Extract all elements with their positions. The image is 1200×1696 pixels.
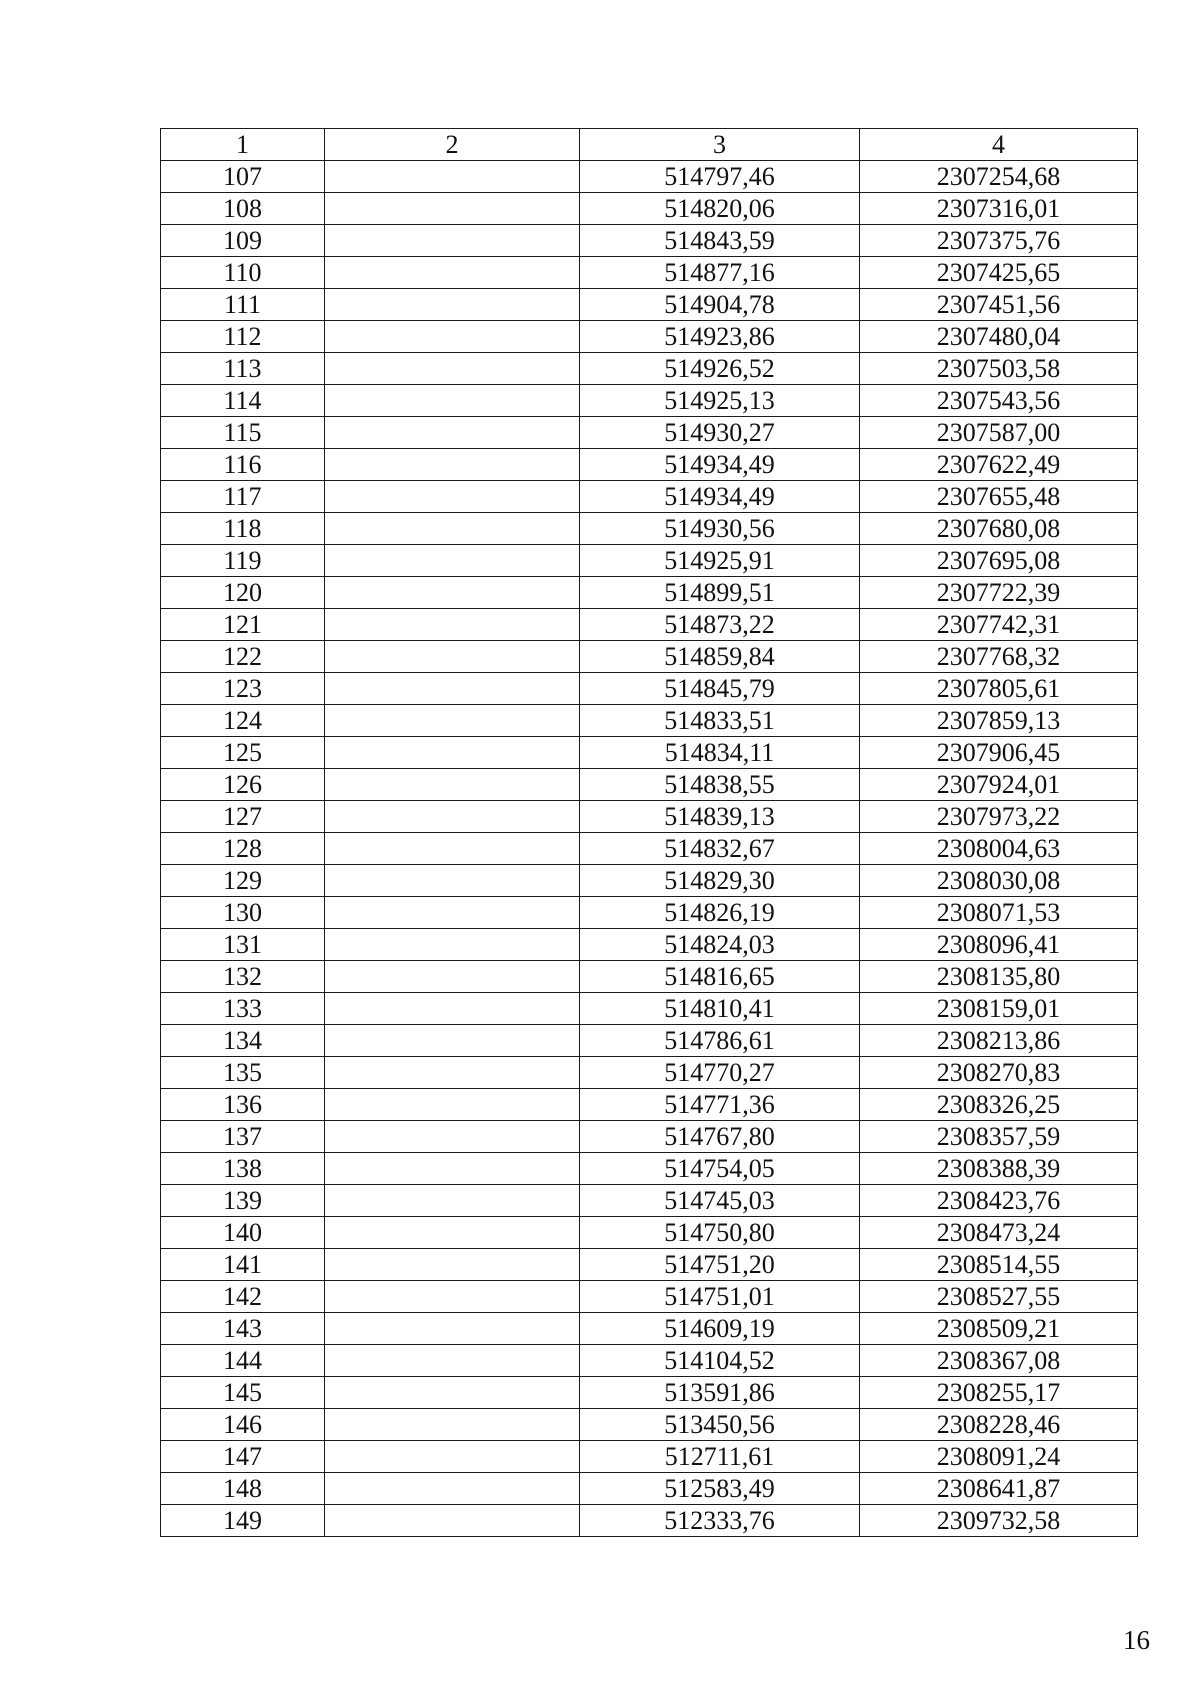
x-coordinate-cell: 514838,55 xyxy=(580,769,860,801)
point-number-cell: 117 xyxy=(161,481,325,513)
y-coordinate-cell: 2308228,46 xyxy=(860,1409,1138,1441)
y-coordinate-cell: 2307680,08 xyxy=(860,513,1138,545)
point-number-cell: 135 xyxy=(161,1057,325,1089)
point-number-cell: 107 xyxy=(161,161,325,193)
description-cell xyxy=(325,1409,580,1441)
x-coordinate-cell: 514934,49 xyxy=(580,481,860,513)
table-row xyxy=(161,705,1138,737)
description-cell xyxy=(325,385,580,417)
table-row xyxy=(161,1441,1138,1473)
y-coordinate-cell: 2307655,48 xyxy=(860,481,1138,513)
description-cell xyxy=(325,1473,580,1505)
y-coordinate-cell: 2308071,53 xyxy=(860,897,1138,929)
column-header-1: 1 xyxy=(161,129,325,161)
point-number-cell: 120 xyxy=(161,577,325,609)
x-coordinate-cell: 514754,05 xyxy=(580,1153,860,1185)
page-number: 16 xyxy=(1123,1625,1150,1655)
table-row xyxy=(161,1281,1138,1313)
x-coordinate-cell: 514904,78 xyxy=(580,289,860,321)
y-coordinate-cell: 2307254,68 xyxy=(860,161,1138,193)
table-row xyxy=(161,1313,1138,1345)
table-row xyxy=(161,321,1138,353)
x-coordinate-cell: 514839,13 xyxy=(580,801,860,833)
y-coordinate-cell: 2308255,17 xyxy=(860,1377,1138,1409)
description-cell xyxy=(325,353,580,385)
y-coordinate-cell: 2307924,01 xyxy=(860,769,1138,801)
point-number-cell: 146 xyxy=(161,1409,325,1441)
point-number-cell: 143 xyxy=(161,1313,325,1345)
x-coordinate-cell: 514810,41 xyxy=(580,993,860,1025)
description-cell xyxy=(325,1153,580,1185)
y-coordinate-cell: 2307425,65 xyxy=(860,257,1138,289)
description-cell xyxy=(325,737,580,769)
point-number-cell: 139 xyxy=(161,1185,325,1217)
point-number-cell: 124 xyxy=(161,705,325,737)
description-cell xyxy=(325,481,580,513)
point-number-cell: 130 xyxy=(161,897,325,929)
table-row xyxy=(161,993,1138,1025)
x-coordinate-cell: 514750,80 xyxy=(580,1217,860,1249)
description-cell xyxy=(325,673,580,705)
x-coordinate-cell: 514745,03 xyxy=(580,1185,860,1217)
table-row xyxy=(161,1473,1138,1505)
x-coordinate-cell: 514930,56 xyxy=(580,513,860,545)
table-row xyxy=(161,833,1138,865)
point-number-cell: 115 xyxy=(161,417,325,449)
x-coordinate-cell: 513591,86 xyxy=(580,1377,860,1409)
point-number-cell: 136 xyxy=(161,1089,325,1121)
y-coordinate-cell: 2308509,21 xyxy=(860,1313,1138,1345)
y-coordinate-cell: 2308091,24 xyxy=(860,1441,1138,1473)
x-coordinate-cell: 514609,19 xyxy=(580,1313,860,1345)
x-coordinate-cell: 514104,52 xyxy=(580,1345,860,1377)
y-coordinate-cell: 2307480,04 xyxy=(860,321,1138,353)
description-cell xyxy=(325,257,580,289)
table-row xyxy=(161,289,1138,321)
point-number-cell: 108 xyxy=(161,193,325,225)
description-cell xyxy=(325,1025,580,1057)
table-row xyxy=(161,929,1138,961)
y-coordinate-cell: 2307859,13 xyxy=(860,705,1138,737)
table-row xyxy=(161,1121,1138,1153)
x-coordinate-cell: 514829,30 xyxy=(580,865,860,897)
y-coordinate-cell: 2308514,55 xyxy=(860,1249,1138,1281)
description-cell xyxy=(325,545,580,577)
x-coordinate-cell: 514859,84 xyxy=(580,641,860,673)
point-number-cell: 134 xyxy=(161,1025,325,1057)
table-row xyxy=(161,737,1138,769)
description-cell xyxy=(325,865,580,897)
y-coordinate-cell: 2308004,63 xyxy=(860,833,1138,865)
table-row xyxy=(161,577,1138,609)
table-row xyxy=(161,801,1138,833)
table-row xyxy=(161,1249,1138,1281)
y-coordinate-cell: 2307906,45 xyxy=(860,737,1138,769)
y-coordinate-cell: 2308357,59 xyxy=(860,1121,1138,1153)
description-cell xyxy=(325,193,580,225)
x-coordinate-cell: 513450,56 xyxy=(580,1409,860,1441)
x-coordinate-cell: 514751,20 xyxy=(580,1249,860,1281)
table-row xyxy=(161,1089,1138,1121)
description-cell xyxy=(325,161,580,193)
description-cell xyxy=(325,513,580,545)
x-coordinate-cell: 514786,61 xyxy=(580,1025,860,1057)
y-coordinate-cell: 2308159,01 xyxy=(860,993,1138,1025)
point-number-cell: 114 xyxy=(161,385,325,417)
point-number-cell: 144 xyxy=(161,1345,325,1377)
point-number-cell: 110 xyxy=(161,257,325,289)
y-coordinate-cell: 2308367,08 xyxy=(860,1345,1138,1377)
description-cell xyxy=(325,577,580,609)
y-coordinate-cell: 2308423,76 xyxy=(860,1185,1138,1217)
y-coordinate-cell: 2307742,31 xyxy=(860,609,1138,641)
table-row xyxy=(161,865,1138,897)
point-number-cell: 137 xyxy=(161,1121,325,1153)
table-row xyxy=(161,481,1138,513)
point-number-cell: 121 xyxy=(161,609,325,641)
table-header-row xyxy=(161,129,1138,161)
point-number-cell: 133 xyxy=(161,993,325,1025)
description-cell xyxy=(325,1185,580,1217)
table-row xyxy=(161,353,1138,385)
description-cell xyxy=(325,993,580,1025)
description-cell xyxy=(325,1217,580,1249)
y-coordinate-cell: 2307622,49 xyxy=(860,449,1138,481)
table-row xyxy=(161,545,1138,577)
point-number-cell: 122 xyxy=(161,641,325,673)
table-row xyxy=(161,1345,1138,1377)
y-coordinate-cell: 2307805,61 xyxy=(860,673,1138,705)
y-coordinate-cell: 2308030,08 xyxy=(860,865,1138,897)
table-body xyxy=(161,161,1138,1537)
y-coordinate-cell: 2307587,00 xyxy=(860,417,1138,449)
column-header-4: 4 xyxy=(860,129,1138,161)
table-row xyxy=(161,385,1138,417)
x-coordinate-cell: 514832,67 xyxy=(580,833,860,865)
point-number-cell: 126 xyxy=(161,769,325,801)
description-cell xyxy=(325,1089,580,1121)
description-cell xyxy=(325,1121,580,1153)
coordinates-table xyxy=(160,128,1138,1537)
x-coordinate-cell: 514751,01 xyxy=(580,1281,860,1313)
x-coordinate-cell: 514833,51 xyxy=(580,705,860,737)
x-coordinate-cell: 514877,16 xyxy=(580,257,860,289)
table-row xyxy=(161,417,1138,449)
point-number-cell: 147 xyxy=(161,1441,325,1473)
y-coordinate-cell: 2307503,58 xyxy=(860,353,1138,385)
x-coordinate-cell: 514845,79 xyxy=(580,673,860,705)
table-row xyxy=(161,1217,1138,1249)
x-coordinate-cell: 514826,19 xyxy=(580,897,860,929)
description-cell xyxy=(325,1377,580,1409)
y-coordinate-cell: 2308270,83 xyxy=(860,1057,1138,1089)
description-cell xyxy=(325,609,580,641)
y-coordinate-cell: 2308096,41 xyxy=(860,929,1138,961)
description-cell xyxy=(325,1057,580,1089)
table-row xyxy=(161,1377,1138,1409)
point-number-cell: 116 xyxy=(161,449,325,481)
description-cell xyxy=(325,897,580,929)
point-number-cell: 119 xyxy=(161,545,325,577)
table-row xyxy=(161,1153,1138,1185)
table-row xyxy=(161,897,1138,929)
table-row xyxy=(161,1057,1138,1089)
y-coordinate-cell: 2308326,25 xyxy=(860,1089,1138,1121)
table-row xyxy=(161,193,1138,225)
x-coordinate-cell: 514834,11 xyxy=(580,737,860,769)
y-coordinate-cell: 2308527,55 xyxy=(860,1281,1138,1313)
table-row xyxy=(161,1409,1138,1441)
point-number-cell: 128 xyxy=(161,833,325,865)
x-coordinate-cell: 514925,91 xyxy=(580,545,860,577)
description-cell xyxy=(325,1313,580,1345)
x-coordinate-cell: 514923,86 xyxy=(580,321,860,353)
description-cell xyxy=(325,961,580,993)
x-coordinate-cell: 514824,03 xyxy=(580,929,860,961)
x-coordinate-cell: 512711,61 xyxy=(580,1441,860,1473)
description-cell xyxy=(325,289,580,321)
y-coordinate-cell: 2307316,01 xyxy=(860,193,1138,225)
table-row xyxy=(161,1185,1138,1217)
point-number-cell: 123 xyxy=(161,673,325,705)
point-number-cell: 118 xyxy=(161,513,325,545)
table-row xyxy=(161,961,1138,993)
description-cell xyxy=(325,801,580,833)
description-cell xyxy=(325,833,580,865)
y-coordinate-cell: 2308135,80 xyxy=(860,961,1138,993)
x-coordinate-cell: 514770,27 xyxy=(580,1057,860,1089)
column-header-3: 3 xyxy=(580,129,860,161)
x-coordinate-cell: 514873,22 xyxy=(580,609,860,641)
x-coordinate-cell: 512583,49 xyxy=(580,1473,860,1505)
x-coordinate-cell: 514925,13 xyxy=(580,385,860,417)
table-row xyxy=(161,257,1138,289)
description-cell xyxy=(325,769,580,801)
description-cell xyxy=(325,929,580,961)
point-number-cell: 131 xyxy=(161,929,325,961)
description-cell xyxy=(325,321,580,353)
table-row xyxy=(161,225,1138,257)
point-number-cell: 140 xyxy=(161,1217,325,1249)
table-row xyxy=(161,769,1138,801)
y-coordinate-cell: 2308473,24 xyxy=(860,1217,1138,1249)
y-coordinate-cell: 2307722,39 xyxy=(860,577,1138,609)
x-coordinate-cell: 512333,76 xyxy=(580,1505,860,1537)
y-coordinate-cell: 2307695,08 xyxy=(860,545,1138,577)
table-row xyxy=(161,161,1138,193)
y-coordinate-cell: 2307375,76 xyxy=(860,225,1138,257)
point-number-cell: 149 xyxy=(161,1505,325,1537)
table-row xyxy=(161,609,1138,641)
y-coordinate-cell: 2307451,56 xyxy=(860,289,1138,321)
x-coordinate-cell: 514771,36 xyxy=(580,1089,860,1121)
table-row xyxy=(161,1505,1138,1537)
y-coordinate-cell: 2307973,22 xyxy=(860,801,1138,833)
y-coordinate-cell: 2308213,86 xyxy=(860,1025,1138,1057)
description-cell xyxy=(325,417,580,449)
description-cell xyxy=(325,1249,580,1281)
description-cell xyxy=(325,225,580,257)
point-number-cell: 111 xyxy=(161,289,325,321)
description-cell xyxy=(325,1345,580,1377)
point-number-cell: 125 xyxy=(161,737,325,769)
x-coordinate-cell: 514843,59 xyxy=(580,225,860,257)
x-coordinate-cell: 514816,65 xyxy=(580,961,860,993)
x-coordinate-cell: 514934,49 xyxy=(580,449,860,481)
table-row xyxy=(161,673,1138,705)
point-number-cell: 148 xyxy=(161,1473,325,1505)
point-number-cell: 141 xyxy=(161,1249,325,1281)
x-coordinate-cell: 514899,51 xyxy=(580,577,860,609)
x-coordinate-cell: 514930,27 xyxy=(580,417,860,449)
x-coordinate-cell: 514797,46 xyxy=(580,161,860,193)
point-number-cell: 127 xyxy=(161,801,325,833)
table-row xyxy=(161,1025,1138,1057)
column-header-2: 2 xyxy=(325,129,580,161)
point-number-cell: 138 xyxy=(161,1153,325,1185)
description-cell xyxy=(325,1441,580,1473)
point-number-cell: 112 xyxy=(161,321,325,353)
x-coordinate-cell: 514767,80 xyxy=(580,1121,860,1153)
description-cell xyxy=(325,1281,580,1313)
point-number-cell: 132 xyxy=(161,961,325,993)
y-coordinate-cell: 2309732,58 xyxy=(860,1505,1138,1537)
y-coordinate-cell: 2307543,56 xyxy=(860,385,1138,417)
y-coordinate-cell: 2308641,87 xyxy=(860,1473,1138,1505)
point-number-cell: 129 xyxy=(161,865,325,897)
description-cell xyxy=(325,1505,580,1537)
description-cell xyxy=(325,705,580,737)
x-coordinate-cell: 514926,52 xyxy=(580,353,860,385)
point-number-cell: 113 xyxy=(161,353,325,385)
point-number-cell: 109 xyxy=(161,225,325,257)
point-number-cell: 145 xyxy=(161,1377,325,1409)
x-coordinate-cell: 514820,06 xyxy=(580,193,860,225)
y-coordinate-cell: 2307768,32 xyxy=(860,641,1138,673)
table-row xyxy=(161,513,1138,545)
y-coordinate-cell: 2308388,39 xyxy=(860,1153,1138,1185)
point-number-cell: 142 xyxy=(161,1281,325,1313)
description-cell xyxy=(325,641,580,673)
table-row xyxy=(161,449,1138,481)
table-row xyxy=(161,641,1138,673)
description-cell xyxy=(325,449,580,481)
